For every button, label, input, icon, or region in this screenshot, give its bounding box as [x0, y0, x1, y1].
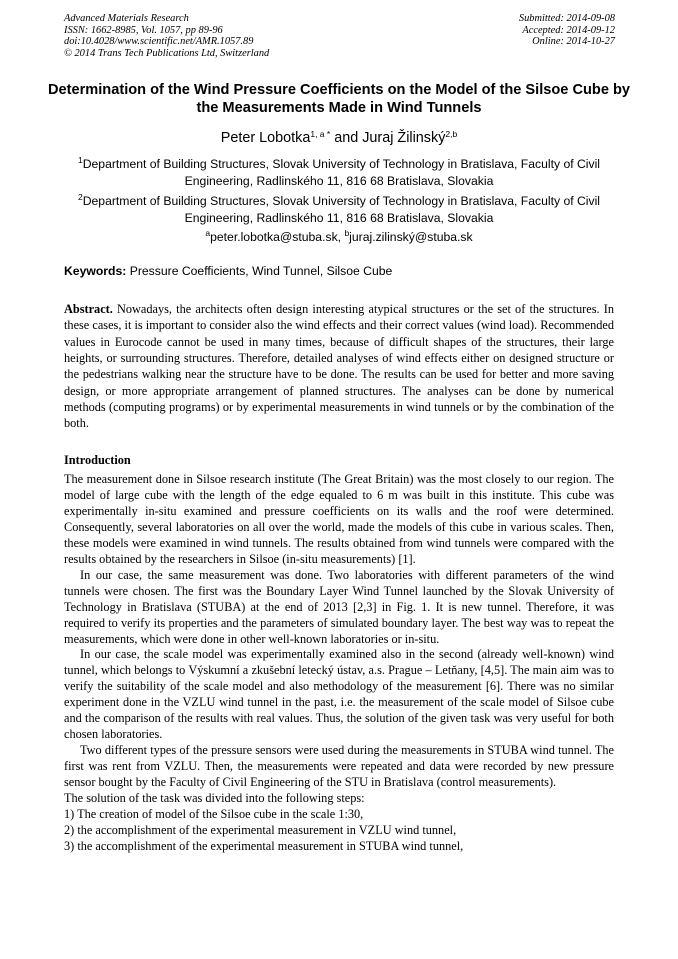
- affiliation-2-text: Department of Building Structures, Slovak University of Technology in Bratislava, Faculty of Civil Engineering, Radlinského 11, 816 68 Bratislava, Slovakia: [82, 194, 601, 225]
- abstract-label: Abstract.: [64, 302, 113, 316]
- affiliation-1-text: Department of Building Structures, Slovak University of Technology in Bratislava, Faculty of Civil Engineering, Radlinského 11, 816 68 Bratislava, Slovakia: [82, 157, 601, 188]
- email-a-marker: a: [205, 228, 211, 238]
- introduction-body: [64, 472, 614, 855]
- online-date: Online: 2014-10-27: [532, 36, 615, 48]
- paragraph: The measurement done in Silsoe research institute (The Great Britain) was the most closely to our region. The model of large cube with the length of the edge equaled to 6 m was built in this institute. This cube was experimentally in-situ examined and pressure coefficients on its walls and the roof were determined. Consequently, several laboratories on all over the world, made the models of this cube in various scales. Then, these models were examined in wind tunnels. The results obtained from wind tunnels were compared with the results obtained by the researchers in Silsoe (in-situ measurements) [1].: [64, 472, 614, 566]
- abstract-text: Nowadays, the architects often design interesting atypical structures or the set of the structures. In these cases, it is important to consider also the wind effects and their correct values (wind load). Recommended values in Eurocode cannot be used in many times, because of difficult shapes of the structures, their large heights, or surrounding structures. Therefore, detailed analyses of wind effects either on designed structure or the pedestrians walking near the structure have to be done. The results can be used for better and more saving design, or more appropriate arrangement of planned structures. The analyses can be done by numerical methods (computing programs) or by experimental measurements in wind tunnels or by the combination of the both.: [64, 302, 614, 431]
- list-item: 1) The creation of model of the Silsoe cube in the scale 1:30,: [64, 807, 364, 822]
- affiliation-1: [64, 156, 614, 189]
- list-item: 3) the accomplishment of the experimental measurement in STUBA wind tunnel,: [64, 838, 464, 853]
- author-1-marker: 1, a *: [310, 129, 331, 139]
- issn-info: ISSN: 1662-8985, Vol. 1057, pp 89-96: [64, 24, 223, 36]
- email-a-link[interactable]: peter.lobotka@stuba.sk,: [210, 230, 345, 244]
- journal-name: Advanced Materials Research: [64, 13, 189, 24]
- doi-link[interactable]: doi:10.4028/www.scientific.net/AMR.1057.89: [64, 36, 254, 48]
- authors-line: [40, 129, 638, 147]
- paragraph: Two different types of the pressure sensors were used during the measurements in STUBA wind tunnel. The first was rent from VZLU. Then, the measurements were repeated and data were recorded by new pressure sensor bought by the Faculty of Civil Engineering of the STU in Bratislava (control measurements).: [64, 743, 614, 790]
- email-b-marker: b: [344, 228, 350, 238]
- author-emails: [64, 229, 614, 245]
- paper-title: Determination of the Wind Pressure Coefficients on the Model of the Silsoe Cube by the Measurements Made in Wind Tunnels: [47, 82, 631, 116]
- affiliation-1-marker: 1: [77, 155, 83, 165]
- section-heading-introduction: Introduction: [64, 453, 131, 467]
- list-item: 2) the accomplishment of the experimental measurement in VZLU wind tunnel,: [64, 822, 457, 837]
- email-b-link[interactable]: juraj.zilinský@stuba.sk: [349, 230, 473, 244]
- keywords: [64, 263, 616, 279]
- author-2: Juraj Žilinský: [362, 130, 446, 146]
- journal-info: [64, 13, 269, 59]
- steps-intro: The solution of the task was divided into the following steps:: [64, 791, 365, 806]
- accepted-date: Accepted: 2014-09-12: [522, 24, 615, 36]
- author-1: Peter Lobotka: [220, 130, 311, 146]
- paragraph: In our case, the scale model was experimentally examined also in the second (already well-known) wind tunnel, which belongs to Výskumní a zkušební letecký ústav, a.s. Prague – Letňany, [4,5]. The main aim was to verify the suitability of the scale model and also methodology of the measurement [6]. There was no similar experiment done in the VZLU wind tunnel in the past, i.e. the measurement of the scale model of Silsoe cube and the comparison of the results with real values. Thus, the solution of the given task was very useful for both chosen laboratories.: [64, 647, 614, 742]
- keywords-label: Keywords:: [64, 264, 127, 278]
- author-conjunction: and: [330, 130, 363, 146]
- author-2-marker: 2,b: [445, 129, 458, 139]
- affiliation-2-marker: 2: [77, 192, 83, 202]
- affiliation-2: [64, 193, 614, 226]
- abstract: [64, 301, 614, 432]
- publication-dates: [519, 13, 615, 48]
- paragraph: In our case, the same measurement was done. Two laboratories with different parameters of the wind tunnels were chosen. The first was the Boundary Layer Wind Tunnel launched by the Slovak University of Technology in Bratislava (STUBA) at the end of 2013 [2,3] in Fig. 1. It is new tunnel. Therefore, it was required to verify its properties and the parameters of simulated boundary layer. The best way was to repeat the measurements, which were done in other well-known laboratories or in-situ.: [64, 567, 614, 646]
- keywords-text: Pressure Coefficients, Wind Tunnel, Silsoe Cube: [126, 264, 393, 278]
- copyright: © 2014 Trans Tech Publications Ltd, Switzerland: [64, 47, 270, 59]
- submitted-date: Submitted: 2014-09-08: [518, 13, 615, 24]
